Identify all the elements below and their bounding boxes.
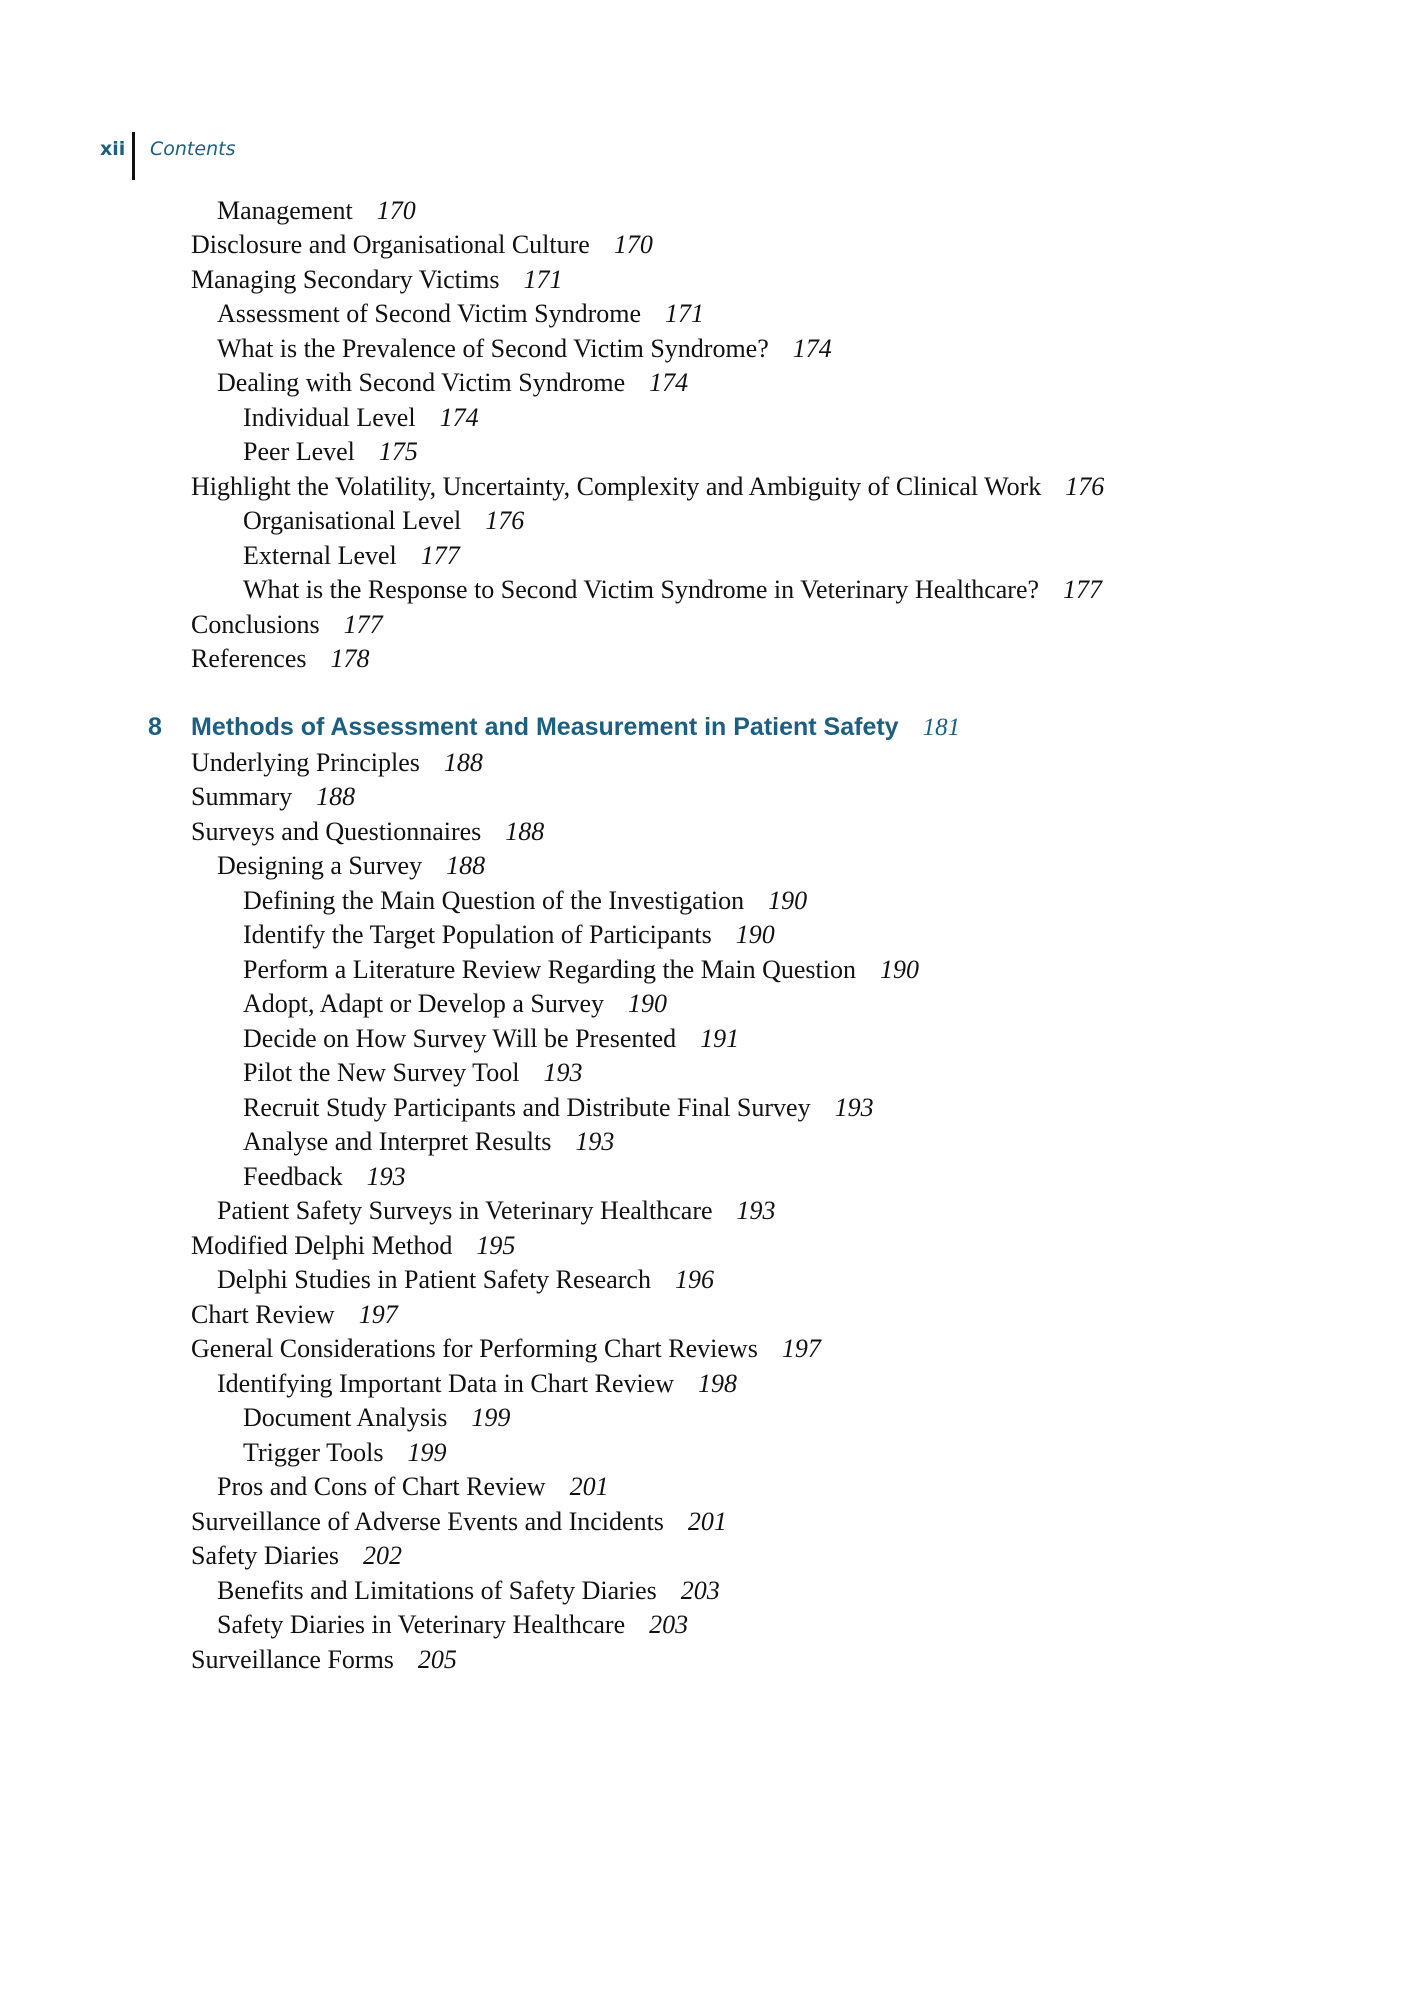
- toc-entry: [243, 886, 807, 916]
- toc-entry-page: 203: [649, 1610, 689, 1639]
- toc-entry-title: Patient Safety Surveys in Veterinary Healthcare: [217, 1196, 713, 1225]
- toc-entry-page: 201: [687, 1507, 727, 1536]
- toc-entry-title: Identify the Target Population of Participants: [243, 920, 712, 949]
- toc-entry: [217, 1196, 776, 1226]
- toc-entry-page: 193: [834, 1093, 874, 1122]
- toc-entry-page: 188: [443, 748, 483, 777]
- toc-entry-title: Delphi Studies in Patient Safety Research: [217, 1265, 651, 1294]
- toc-entry-title: Surveillance of Adverse Events and Incidents: [191, 1507, 664, 1536]
- toc-entry-title: Managing Secondary Victims: [191, 265, 500, 294]
- toc-entry-page: 174: [649, 368, 689, 397]
- toc-entry-title: Feedback: [243, 1162, 343, 1191]
- toc-entry-page: 190: [628, 989, 668, 1018]
- toc-entry-page: 202: [363, 1541, 403, 1570]
- toc-entry-page: 177: [343, 610, 383, 639]
- toc-entry: [243, 955, 919, 985]
- toc-entry-page: 175: [378, 437, 418, 466]
- toc-entry-page: 203: [680, 1576, 720, 1605]
- chapter-heading: [148, 713, 961, 742]
- toc-entry-title: Decide on How Survey Will be Presented: [243, 1024, 677, 1053]
- toc-entry: [191, 817, 544, 847]
- toc-entry: [217, 1265, 714, 1295]
- toc-entry-title: What is the Response to Second Victim Syndrome in Veterinary Healthcare?: [243, 575, 1040, 604]
- toc-entry-title: Management: [217, 196, 353, 225]
- toc-entry-title: Adopt, Adapt or Develop a Survey: [243, 989, 605, 1018]
- toc-entry-page: 170: [376, 196, 416, 225]
- toc-entry-page: 177: [1063, 575, 1103, 604]
- toc-entry-title: Trigger Tools: [243, 1438, 384, 1467]
- toc-entry-page: 196: [674, 1265, 714, 1294]
- toc-entry-title: Underlying Principles: [191, 748, 420, 777]
- toc-entry: [191, 1300, 398, 1330]
- toc-entry-page: 193: [366, 1162, 406, 1191]
- toc-entry: [243, 920, 775, 950]
- toc-entry-title: General Considerations for Performing Chart Reviews: [191, 1334, 758, 1363]
- toc-entry-page: 197: [358, 1300, 398, 1329]
- section-label: Contents: [150, 138, 236, 160]
- toc-entry-title: Analyse and Interpret Results: [243, 1127, 552, 1156]
- toc-entry-title: Identifying Important Data in Chart Review: [217, 1369, 675, 1398]
- toc-entry-page: 171: [665, 299, 705, 328]
- toc-entry-title: Modified Delphi Method: [191, 1231, 453, 1260]
- toc-entry: [217, 851, 485, 881]
- toc-entry: [191, 230, 653, 260]
- toc-entry: [191, 1541, 402, 1571]
- toc-entry-page: 199: [407, 1438, 447, 1467]
- toc-entry-page: 188: [505, 817, 545, 846]
- toc-entry-page: 201: [569, 1472, 609, 1501]
- toc-entry: [243, 1403, 510, 1433]
- toc-entry: [191, 472, 1104, 502]
- toc-entry-page: 171: [523, 265, 563, 294]
- toc-entry-page: 174: [792, 334, 832, 363]
- toc-entry: [217, 1610, 688, 1640]
- toc-entry: [243, 541, 460, 571]
- toc-entry: [243, 1127, 614, 1157]
- toc-entry: [243, 1438, 447, 1468]
- toc-entry-title: Highlight the Volatility, Uncertainty, Complexity and Ambiguity of Clinical Work: [191, 472, 1042, 501]
- toc-entry-page: 170: [613, 230, 653, 259]
- toc-entry-page: 198: [698, 1369, 738, 1398]
- toc-entry-title: Dealing with Second Victim Syndrome: [217, 368, 626, 397]
- toc-entry-page: 191: [700, 1024, 740, 1053]
- toc-entry-title: Pros and Cons of Chart Review: [217, 1472, 546, 1501]
- toc-entry: [191, 1231, 515, 1261]
- toc-entry: [243, 989, 667, 1019]
- toc-entry-title: Surveillance Forms: [191, 1645, 394, 1674]
- toc-entry-title: Safety Diaries in Veterinary Healthcare: [217, 1610, 626, 1639]
- toc-entry-title: Designing a Survey: [217, 851, 423, 880]
- toc-entry: [217, 1472, 609, 1502]
- toc-entry-page: 190: [768, 886, 808, 915]
- toc-entry: [191, 265, 562, 295]
- toc-entry: [217, 368, 688, 398]
- chapter-title: Methods of Assessment and Measurement in Patient Safety: [191, 713, 899, 741]
- toc-entry: [243, 1162, 406, 1192]
- toc-entry-title: Individual Level: [243, 403, 416, 432]
- toc-entry-title: What is the Prevalence of Second Victim Syndrome?: [217, 334, 769, 363]
- toc-entry-page: 176: [1065, 472, 1105, 501]
- toc-entry: [191, 1507, 727, 1537]
- chapter-page: 181: [922, 714, 961, 741]
- toc-entry-title: External Level: [243, 541, 397, 570]
- toc-entry-page: 197: [781, 1334, 821, 1363]
- toc-entry: [191, 748, 483, 778]
- toc-entry-title: Pilot the New Survey Tool: [243, 1058, 520, 1087]
- toc-entry-title: Disclosure and Organisational Culture: [191, 230, 590, 259]
- toc-entry-page: 188: [446, 851, 486, 880]
- toc-entry-page: 188: [316, 782, 356, 811]
- toc-entry-title: Surveys and Questionnaires: [191, 817, 482, 846]
- toc-entry: [217, 299, 704, 329]
- toc-entry-page: 193: [543, 1058, 583, 1087]
- toc-entry-page: 190: [879, 955, 919, 984]
- toc-entry-title: Perform a Literature Review Regarding the Main Question: [243, 955, 856, 984]
- toc-entry-title: Benefits and Limitations of Safety Diaries: [217, 1576, 657, 1605]
- toc-entry-page: 195: [476, 1231, 516, 1260]
- toc-entry: [243, 1093, 874, 1123]
- header-rule: [132, 132, 135, 180]
- toc-entry: [217, 1369, 737, 1399]
- toc-entry-title: Chart Review: [191, 1300, 335, 1329]
- chapter-number: 8: [148, 713, 162, 741]
- toc-entry-title: Organisational Level: [243, 506, 462, 535]
- toc-entry-title: Safety Diaries: [191, 1541, 340, 1570]
- toc-entry: [217, 334, 832, 364]
- toc-entry-title: Document Analysis: [243, 1403, 448, 1432]
- toc-entry: [217, 196, 416, 226]
- toc-entry: [191, 1334, 821, 1364]
- toc-entry-page: 176: [485, 506, 525, 535]
- toc-entry-page: 174: [439, 403, 479, 432]
- toc-entry: [217, 1576, 720, 1606]
- toc-entry: [191, 782, 355, 812]
- toc-entry: [243, 575, 1102, 605]
- toc-entry-title: Defining the Main Question of the Investigation: [243, 886, 745, 915]
- toc-entry-page: 193: [575, 1127, 615, 1156]
- toc-entry-page: 190: [735, 920, 775, 949]
- toc-entry: [191, 644, 369, 674]
- toc-entry: [243, 403, 479, 433]
- toc-entry: [243, 1024, 739, 1054]
- toc-entry-title: Conclusions: [191, 610, 320, 639]
- toc-entry: [243, 1058, 582, 1088]
- toc-entry-page: 178: [330, 644, 370, 673]
- toc-entry: [191, 610, 383, 640]
- toc-entry-page: 193: [736, 1196, 776, 1225]
- toc-entry: [243, 506, 524, 536]
- toc-entry: [191, 1645, 457, 1675]
- toc-entry-page: 199: [471, 1403, 511, 1432]
- toc-entry-title: Peer Level: [243, 437, 355, 466]
- toc-entry-page: 177: [420, 541, 460, 570]
- toc-entry: [243, 437, 418, 467]
- toc-entry-title: References: [191, 644, 307, 673]
- page-number: xii: [100, 138, 126, 160]
- toc-entry-title: Recruit Study Participants and Distribute Final Survey: [243, 1093, 811, 1122]
- toc-entry-page: 205: [417, 1645, 457, 1674]
- toc-entry-title: Assessment of Second Victim Syndrome: [217, 299, 642, 328]
- toc-entry-title: Summary: [191, 782, 293, 811]
